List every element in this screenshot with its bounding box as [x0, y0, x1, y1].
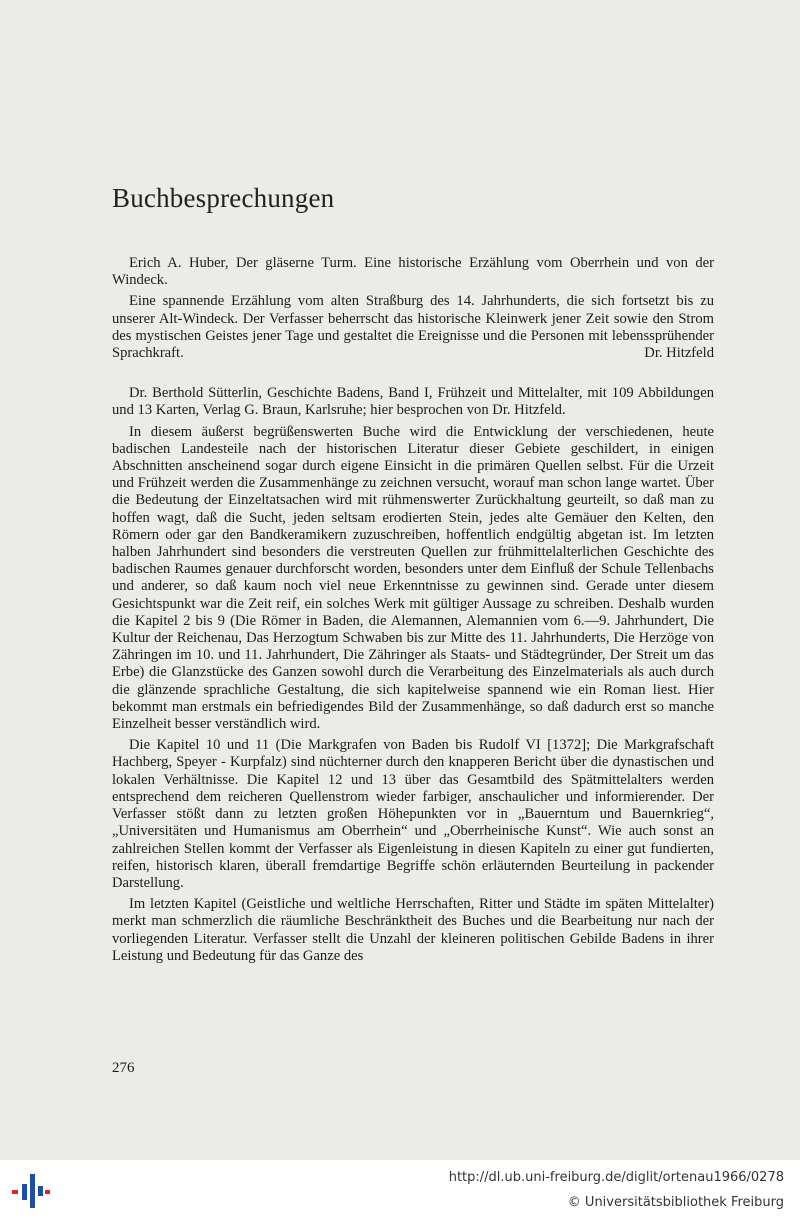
- review-1-paragraph: Eine spannende Erzählung vom alten Straßburg des 14. Jahrhunderts, die sich fortsetzt bis zu unserer Alt-Windeck. Der Verfasser beherrscht das historische Kleinwerk jener Zeit sowie den Strom des mystischen Geistes jener Tage und gestaltet die Ereignisse und die Personen mit lebenssprühender Sprachkraft. Dr. Hitzfeld: [112, 293, 714, 362]
- review-2-citation: Dr. Berthold Sütterlin, Geschichte Badens, Band I, Frühzeit und Mittelalter, mit 109 Abbildungen und 13 Karten, Verlag G. Braun, Karlsruhe; hier besprochen von Dr. Hitzfeld.: [112, 385, 714, 419]
- review-1-citation: Erich A. Huber, Der gläserne Turm. Eine historische Erzählung vom Oberrhein und von der Windeck.: [112, 255, 714, 289]
- permalink-url[interactable]: http://dl.ub.uni-freiburg.de/diglit/ortenau1966/0278: [448, 1170, 784, 1185]
- reviews-body: [112, 255, 714, 969]
- viewer-footer: [0, 1160, 800, 1220]
- review-2-paragraph-2: Die Kapitel 10 und 11 (Die Markgrafen von Baden bis Rudolf VI [1372]; Die Markgrafschaft Hachberg, Speyer - Kurpfalz) sind nüchterner durch den knapperen Bericht über die dynastischen und lokalen Verhältnisse. Die Kapitel 12 und 13 über das Gesamtbild des Spätmittelalters werden entsprechend dem reicheren Quellenstrom wieder farbiger, anschaulicher und informierender. Der Verfasser stößt dann zu letzten großen Höhepunkten vor in „Bauerntum und Bauernkrieg“, „Universitäten und Humanismus am Oberrhein“ und „Oberrheinische Kunst“. Wie auch sonst an zahlreichen Stellen kommt der Verfasser als Eigenleistung in diesen Kapiteln zu einer gut fundierten, reifen, historisch klaren, überall fremdartige Begriffe schön erläuternden Beurteilung in packender Darstellung.: [112, 737, 714, 891]
- copyright-notice: © Universitätsbibliothek Freiburg: [567, 1195, 784, 1210]
- review-2: [112, 385, 714, 965]
- page-number: 276: [112, 1060, 135, 1076]
- ub-freiburg-logo-icon: [10, 1168, 50, 1208]
- review-2-paragraph-1: In diesem äußerst begrüßenswerten Buche wird die Entwicklung der verschiedenen, heute badischen Landesteile nach der historischen Literatur dieser Gebiete geschildert, in einigen Abschnitten anscheinend sogar durch eigene Einsicht in die primären Quellen selbst. Für die Urzeit und Frühzeit werden die Zusammenhänge zu zeichnen versucht, worauf man schon lange wartet. Über die Bedeutung der Einzeltatsachen wird mit rühmenswerter Zurückhaltung geurteilt, so daß man zu hoffen wagt, daß die Sucht, jeden seltsam erodierten Stein, jedes alte Gemäuer den Kelten, den Römern oder gar den Bandkeramikern zuzuschreiben, hoffentlich endgültig abgetan ist. Im letzten halben Jahrhundert sind besonders die verstreuten Quellen zur frühmittelalterlichen Geschichte des badischen Raumes genauer durchforscht worden, besonders unter dem Einfluß der Schule Tellenbachs und anderer, so daß kaum noch viel neue Erkenntnisse zu gewinnen sind. Gerade unter diesem Gesichtspunkt war die Zeit reif, ein solches Werk mit gültiger Aussage zu schreiben. Deshalb wurden die Kapitel 2 bis 9 (Die Römer in Baden, die Alemannen, Alemannien vom 6.—9. Jahrhundert, Die Kultur der Reichenau, Das Herzogtum Schwaben bis zur Mitte des 11. Jahrhunderts, Die Herzöge von Zähringen im 10. und 11. Jahrhundert, Die Zähringer als Staats- und Städtegründer, Der Streit um das Erbe) die Glanzstücke des Ganzen sowohl durch die Verarbeitung des Einzelmaterials als auch durch die glänzende sprachliche Gestaltung, die sich kapitelweise spannend wie ein Roman liest. Hier bekommt man erstmals ein befriedigendes Bild der Zusammenhänge, so daß dadurch erst so manche Einzelheit besser verständlich wird.: [112, 423, 714, 733]
- review-1-signature: Dr. Hitzfeld: [644, 345, 714, 362]
- review-2-paragraph-3: Im letzten Kapitel (Geistliche und weltliche Herrschaften, Ritter und Städte im späten Mittelalter) merkt man schmerzlich die räumliche Beschränktheit des Buches und die Bearbeitung nur nach der vorliegenden Literatur. Verfasser stellt die Unzahl der kleineren politischen Gebilde Badens in ihrer Leistung und Bedeutung für das Ganze des: [112, 896, 714, 964]
- page-heading: Buchbesprechungen: [112, 183, 335, 213]
- review-1: [112, 255, 714, 366]
